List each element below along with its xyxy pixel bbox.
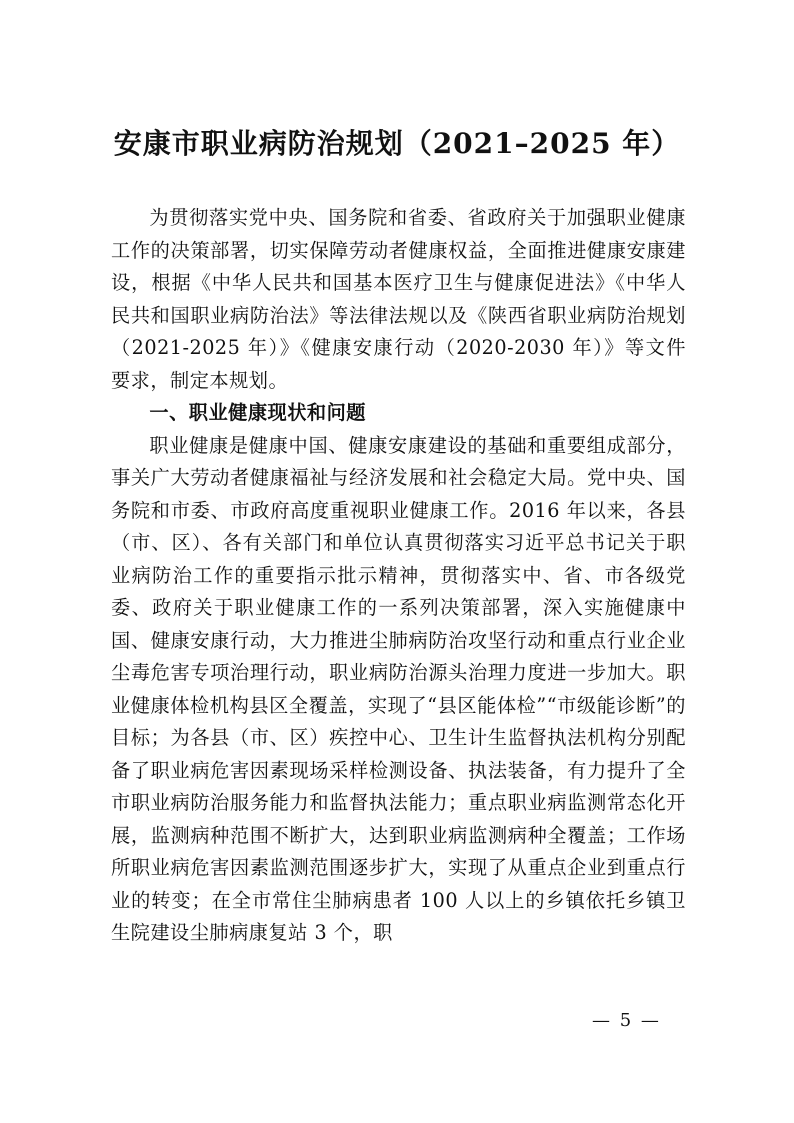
section-paragraph: 职业健康是健康中国、健康安康建设的基础和重要组成部分，事关广大劳动者健康福祉与经济发展和社会稳定大局。党中央、国务院和市委、市政府高度重视职业健康工作。2016 年以来，各县（市、区）、各有关部门和单位认真贯彻落实习近平总书记关于职业病防治工作的重要指示批示精神，贯彻落实中、省、市各级党委、政府关于职业健康工作的一系列决策部署，深入实施健康中国、健康安康行动，大力推进尘肺病防治攻坚行动和重点行业企业尘毒危害专项治理行动，职业病防治源头治理力度进一步加大。职业健康体检机构县区全覆盖，实现了“县区能体检”“市级能诊断”的目标；为各县（市、区）疾控中心、卫生计生监督执法机构分别配备了职业病危害因素现场采样检测设备、执法装备，有力提升了全市职业病防治服务能力和监督执法能力；重点职业病监测常态化开展，监测病种范围不断扩大，达到职业病监测病种全覆盖；工作场所职业病危害因素监测范围逐步扩大，实现了从重点企业到重点行业的转变；在全市常住尘肺病患者 100 人以上的乡镇依托乡镇卫生院建设尘肺病康复站 3 个，职 [111, 433, 686, 944]
section-heading: 一、职业健康现状和问题 [149, 401, 366, 424]
document-title: 安康市职业病防治规划（2021–2025 年） [113, 127, 681, 160]
document-body [111, 202, 686, 950]
page-number: — 5 — [592, 1010, 661, 1031]
intro-paragraph: 为贯彻落实党中央、国务院和省委、省政府关于加强职业健康工作的决策部署，切实保障劳动者健康权益，全面推进健康安康建设，根据《中华人民共和国基本医疗卫生与健康促进法》《中华人民共和国职业病防治法》等法律法规以及《陕西省职业病防治规划（2021-2025 年）》《健康安康行动（2020-2030 年）》等文件要求，制定本规划。 [111, 206, 686, 392]
